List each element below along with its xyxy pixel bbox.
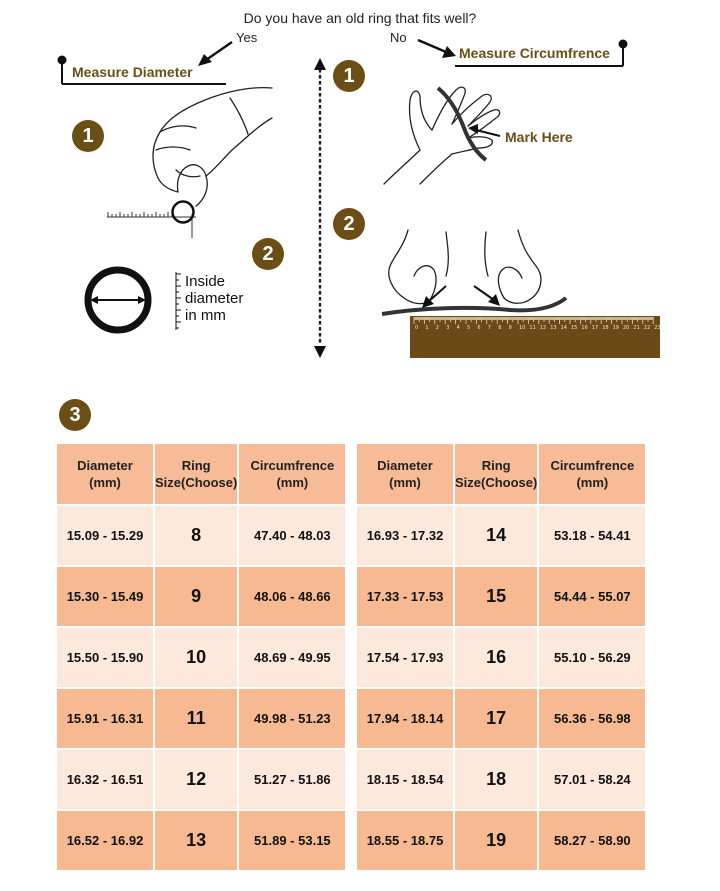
big-ruler-icon [410,316,660,358]
right-step-1-badge: 1 [333,60,365,92]
table-row [57,811,345,870]
header-circumference: Circumfrence (mm) [239,444,345,504]
measure-circumference-title: Measure Circumfrence [459,45,610,61]
diameter-cell: 18.55 - 18.75 [357,811,453,870]
table-row [357,628,645,687]
ruler-number: 1 [425,325,429,331]
size-cell[interactable]: 17 [455,689,537,748]
ruler-number: 11 [529,325,536,331]
circumference-cell: 53.18 - 54.41 [539,506,645,565]
circumference-cell: 56.36 - 56.98 [539,689,645,748]
table-row [357,506,645,565]
diameter-cell: 15.30 - 15.49 [57,567,153,626]
diameter-cell: 15.09 - 15.29 [57,506,153,565]
table-row [357,567,645,626]
ring-size-table-right [355,442,647,872]
inside-diameter-caption [185,273,243,324]
table-header-row [357,444,645,504]
ruler-number: 7 [487,325,491,331]
size-cell[interactable]: 18 [455,750,537,809]
size-cell[interactable]: 8 [155,506,237,565]
ring-diameter-icon [88,270,148,330]
ruler-number: 2 [435,325,439,331]
mark-here-arrow-icon [468,124,500,136]
size-cell[interactable]: 12 [155,750,237,809]
ruler-number: 6 [477,325,481,331]
size-cell[interactable]: 16 [455,628,537,687]
ruler-number: 3 [446,325,450,331]
table-row [57,628,345,687]
measurement-illustration [0,0,720,380]
size-cell[interactable]: 15 [455,567,537,626]
table-row [57,750,345,809]
circumference-cell: 49.98 - 51.23 [239,689,345,748]
circumference-cell: 51.89 - 53.15 [239,811,345,870]
circumference-cell: 57.01 - 58.24 [539,750,645,809]
ruler-number: 20 [623,325,630,331]
two-hands-icon [389,230,541,304]
yes-arrow-icon [198,42,232,66]
circumference-cell: 58.27 - 58.90 [539,811,645,870]
measure-diameter-title: Measure Diameter [72,64,193,80]
size-cell[interactable]: 11 [155,689,237,748]
left-step-1-badge: 1 [72,120,104,152]
header-diameter: Diameter (mm) [357,444,453,504]
ruler-number: 8 [498,325,502,331]
ruler-number: 23 [654,325,661,331]
header-ring-size: Ring Size(Choose) [455,444,537,504]
mark-here-label: Mark Here [505,129,573,145]
table-row [57,567,345,626]
ruler-number: 22 [643,325,651,331]
ruler-number: 14 [560,325,567,331]
table-row [357,750,645,809]
header-diameter: Diameter (mm) [57,444,153,504]
diameter-cell: 16.32 - 16.51 [57,750,153,809]
no-label: No [390,30,407,45]
circumference-cell: 51.27 - 51.86 [239,750,345,809]
ring-size-table-left [55,442,347,872]
circumference-cell: 55.10 - 56.29 [539,628,645,687]
table-header-row [57,444,345,504]
circumference-cell: 54.44 - 55.07 [539,567,645,626]
header-ring-size: Ring Size(Choose) [155,444,237,504]
ruler-number: 10 [519,325,526,331]
header-circumference: Circumfrence (mm) [539,444,645,504]
no-arrow-icon [418,40,456,58]
ruler-number: 18 [602,325,609,331]
left-step-2-badge: 2 [252,238,284,270]
diameter-cell: 16.93 - 17.32 [357,506,453,565]
circumference-cell: 47.40 - 48.03 [239,506,345,565]
ruler-number: 0 [415,325,419,331]
diameter-cell: 15.50 - 15.90 [57,628,153,687]
size-cell[interactable]: 10 [155,628,237,687]
circumference-cell: 48.06 - 48.66 [239,567,345,626]
ruler-number: 19 [612,325,619,331]
ruler-number: 15 [571,325,578,331]
right-step-2-badge: 2 [333,208,365,240]
ruler-number: 17 [591,325,599,331]
hand-with-ring-icon [153,88,272,206]
size-cell[interactable]: 14 [455,506,537,565]
diameter-cell: 18.15 - 18.54 [357,750,453,809]
ruler-number: 4 [456,325,460,331]
dotted-divider [314,58,326,358]
ruler-number: 16 [581,325,588,331]
table-step-3-badge: 3 [59,399,91,431]
size-cell[interactable]: 9 [155,567,237,626]
small-ruler-ticks [108,212,192,238]
diameter-cell: 15.91 - 16.31 [57,689,153,748]
string-on-ruler [382,298,566,314]
mm-scale-icon [176,272,181,330]
ruler-number: 21 [633,325,640,331]
ruler-number: 12 [539,325,547,331]
ruler-number: 13 [550,325,557,331]
table-row [357,689,645,748]
table-row [57,689,345,748]
inside-line-2: diameter [185,290,244,307]
yes-label: Yes [236,30,258,45]
diameter-cell: 17.33 - 17.53 [357,567,453,626]
diameter-cell: 17.94 - 18.14 [357,689,453,748]
table-row [57,506,345,565]
size-cell[interactable]: 19 [455,811,537,870]
table-row [357,811,645,870]
size-cell[interactable]: 13 [155,811,237,870]
ruler-arrows-icon [422,286,500,308]
diameter-cell: 17.54 - 17.93 [357,628,453,687]
ruler-number: 5 [467,325,471,331]
inside-line-1: Inside [185,273,226,290]
circumference-cell: 48.69 - 49.95 [239,628,345,687]
ruler-number: 9 [508,325,512,331]
question-text: Do you have an old ring that fits well? [243,10,477,26]
ring-icon [173,202,194,223]
diameter-cell: 16.52 - 16.92 [57,811,153,870]
hand-with-string-icon [384,87,500,184]
inside-line-3: in mm [185,307,226,324]
